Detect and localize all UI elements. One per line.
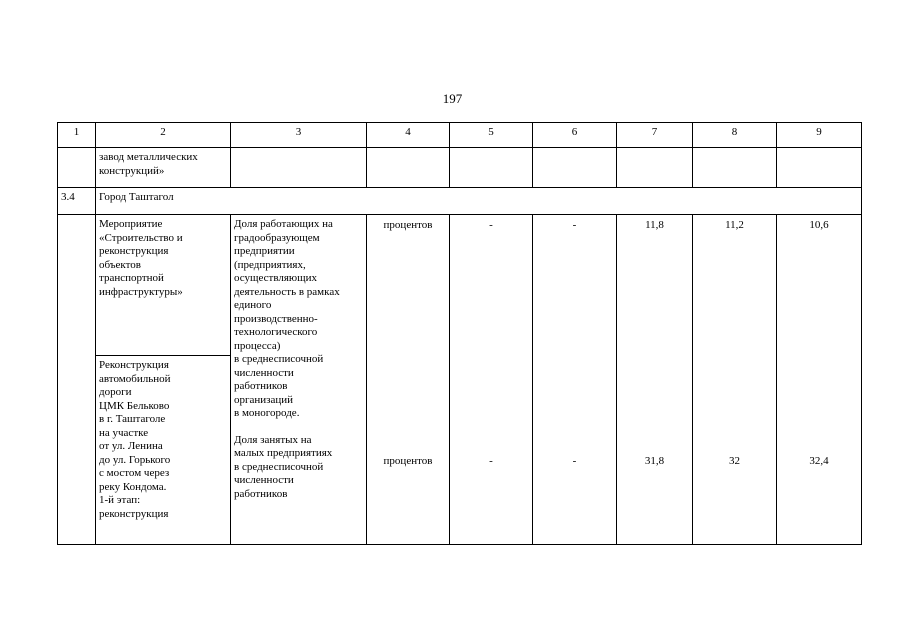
text-line: в среднесписочной: [234, 353, 324, 365]
section-row: [58, 188, 862, 215]
text-line: Доля занятых на: [234, 433, 312, 446]
value: -: [489, 455, 493, 467]
header-cell: 2: [96, 123, 231, 148]
value: -: [489, 219, 493, 231]
header-cell: 6: [533, 123, 617, 148]
text-line: Доля работающих на: [234, 218, 333, 230]
text-line: технологического: [234, 326, 318, 338]
text-line: дороги: [99, 386, 132, 398]
header-cell: 3: [231, 123, 367, 148]
value: 32: [729, 455, 740, 467]
text-line: до ул. Горького: [99, 453, 171, 466]
header-cell: 7: [617, 123, 693, 148]
cell-empty: [617, 148, 693, 188]
text-line: завод металлических: [99, 151, 198, 163]
section-number: 3.4: [58, 188, 96, 215]
text-line: процесса): [234, 339, 281, 352]
header-cell: 4: [367, 123, 450, 148]
event-row-top: [58, 215, 862, 356]
value: 31,8: [644, 455, 665, 467]
text-line: реку Кондома.: [99, 480, 167, 493]
event-title-cell: [96, 215, 231, 356]
unit-cell: [367, 215, 450, 545]
spacer: [234, 421, 363, 434]
value: -: [572, 455, 577, 467]
text-line: объектов: [99, 258, 141, 271]
text-line: в г. Таштаголе: [99, 413, 166, 425]
text-line: инфраструктуры»: [99, 285, 183, 298]
subevent-cell: [96, 356, 231, 545]
cell-empty: [58, 215, 96, 545]
text-line: конструкций»: [99, 164, 165, 177]
text-line: предприятии: [234, 245, 295, 257]
text-line: транспортной: [99, 272, 164, 284]
cell-empty: [450, 148, 533, 188]
continuation-row: [58, 148, 862, 188]
value: 11,8: [645, 219, 664, 231]
text-line: производственно-: [234, 312, 318, 325]
text-line: деятельность в рамках: [234, 285, 340, 298]
cell-continuation-text: [96, 148, 231, 188]
text-line: Мероприятие: [99, 218, 163, 230]
text-line: малых предприятиях: [234, 447, 333, 459]
cell-empty: [231, 148, 367, 188]
value: 10,6: [809, 219, 829, 231]
text-line: численности: [234, 474, 294, 486]
value-cell: [450, 215, 533, 545]
text-line: осуществляющих: [234, 272, 317, 284]
text-line: Реконструкция: [99, 359, 169, 371]
value-cell: [777, 215, 862, 545]
value-cell: [617, 215, 693, 545]
header-cell: 8: [693, 123, 777, 148]
text-line: численности: [234, 366, 294, 379]
text-line: 1-й этап:: [99, 494, 141, 506]
cell-empty: [777, 148, 862, 188]
text-line: на участке: [99, 426, 149, 439]
header-cell: 5: [450, 123, 533, 148]
text-line: (предприятиях,: [234, 258, 306, 271]
text-line: автомобильной: [99, 372, 171, 385]
text-line: работников: [234, 487, 288, 500]
text-line: от ул. Ленина: [99, 440, 163, 452]
value: 11,2: [725, 219, 744, 231]
text-line: реконструкция: [99, 245, 169, 257]
value: -: [572, 219, 577, 231]
page-number: 197: [442, 91, 463, 106]
unit-value: процентов: [383, 219, 433, 231]
text-line: единого: [234, 299, 272, 311]
text-line: работников: [234, 380, 288, 392]
cell-empty: [533, 148, 617, 188]
value-cell: [693, 215, 777, 545]
header-row: [58, 123, 862, 148]
header-cell: 9: [777, 123, 862, 148]
value: 32,4: [809, 455, 829, 467]
cell-empty: [367, 148, 450, 188]
text-line: в среднесписочной: [234, 460, 324, 473]
cell-empty: [58, 148, 96, 188]
text-line: градообразующем: [234, 231, 320, 244]
text-line: организаций: [234, 393, 294, 406]
header-cell: 1: [58, 123, 96, 148]
text-line: «Строительство и: [99, 231, 183, 244]
indicators-table: [57, 122, 862, 545]
cell-empty: [693, 148, 777, 188]
value-cell: [533, 215, 617, 545]
text-line: ЦМК Бельково: [99, 399, 170, 412]
text-line: в моногороде.: [234, 407, 300, 419]
text-line: реконструкция: [99, 507, 169, 520]
unit-value: процентов: [383, 455, 433, 467]
text-line: с мостом через: [99, 467, 170, 479]
indicator-cell: [231, 215, 367, 545]
section-title: Город Таштагол: [96, 188, 862, 215]
